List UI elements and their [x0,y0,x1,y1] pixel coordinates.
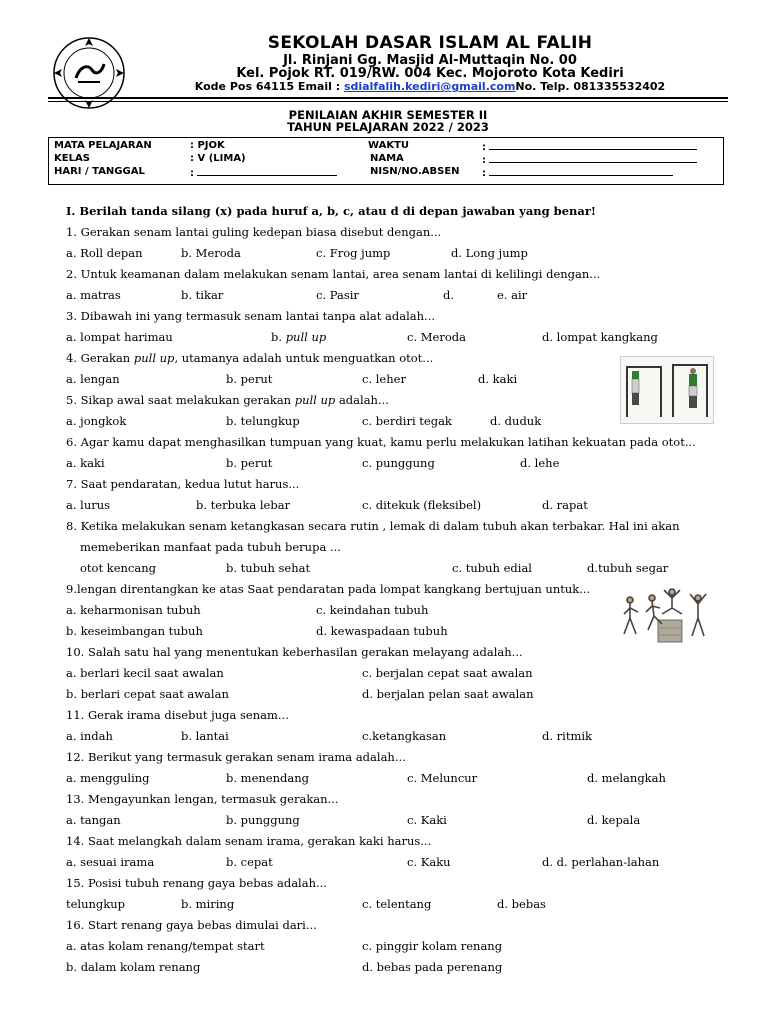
q8-option-a[interactable]: otot kencang [80,561,156,575]
q15-option-b[interactable]: b. miring [181,897,235,911]
q14-option-d[interactable]: d. d. perlahan-lahan [542,855,660,869]
question-13: 13. Mengayunkan lengan, termasuk gerakan... [66,792,339,806]
q9-option-c[interactable]: c. keindahan tubuh [316,603,429,617]
q4-option-c[interactable]: c. leher [362,372,406,386]
mapel-label: MATA PELAJARAN [54,140,152,151]
q14-option-a[interactable]: a. sesuai irama [66,855,155,869]
q11-option-a[interactable]: a. indah [66,729,113,743]
q10-option-d[interactable]: d. berjalan pelan saat awalan [362,687,534,701]
nisn-field[interactable]: : [482,166,673,179]
phone-text: No. Telp. 081335532402 [515,80,666,93]
q12-option-c[interactable]: c. Meluncur [407,771,478,785]
q4-option-d[interactable]: d. kaki [478,372,518,386]
q12-option-d[interactable]: d. melangkah [587,771,666,785]
q2-option-b[interactable]: b. tikar [181,288,224,302]
q2-option-d[interactable]: d. [443,288,455,302]
q5-option-b[interactable]: b. telungkup [226,414,300,428]
mapel-value: : PJOK [190,140,225,151]
kelas-label: KELAS [54,153,90,164]
q7-option-b[interactable]: b. terbuka lebar [196,498,291,512]
q15-option-c[interactable]: c. telentang [362,897,432,911]
q8-option-d[interactable]: d.tubuh segar [587,561,669,575]
q5-option-c[interactable]: c. berdiri tegak [362,414,452,428]
question-3: 3. Dibawah ini yang termasuk senam lantai tanpa alat adalah... [66,309,436,323]
q4-option-a[interactable]: a. lengan [66,372,120,386]
nama-field[interactable]: : [482,153,697,166]
q10-option-c[interactable]: c. berjalan cepat saat awalan [362,666,533,680]
vault-jump-illustration [618,584,714,646]
hari-label: HARI / TANGGAL [54,166,145,177]
address-line-3 [130,80,730,93]
question-10: 10. Salah satu hal yang menentukan keberhasilan gerakan melayang adalah... [66,645,523,659]
q9-option-d[interactable]: d. kewaspadaan tubuh [316,624,448,638]
exam-title: PENILAIAN AKHIR SEMESTER II [288,108,488,122]
email-link[interactable]: sdialfalih.kediri@gmail.com [343,80,516,93]
question-8-line-2: memeberikan manfaat pada tubuh berupa ... [80,540,341,554]
q13-option-b[interactable]: b. punggung [226,813,300,827]
address-line-2: Kel. Pojok RT. 019/RW. 004 Kec. Mojoroto Kota Kediri [236,66,624,81]
q13-option-a[interactable]: a. tangan [66,813,121,827]
q9-option-b[interactable]: b. keseimbangan tubuh [66,624,203,638]
q11-option-c[interactable]: c.ketangkasan [362,729,447,743]
question-9: 9.lengan direntangkan ke atas Saat pendaratan pada lompat kangkang bertujuan untuk... [66,582,591,596]
question-16: 16. Start renang gaya bebas dimulai dari... [66,918,317,932]
q7-option-a[interactable]: a. lurus [66,498,111,512]
waktu-field[interactable]: : [482,140,697,153]
q6-option-a[interactable]: a. kaki [66,456,105,470]
q12-option-b[interactable]: b. menendang [226,771,309,785]
q10-option-b[interactable]: b. berlari cepat saat awalan [66,687,229,701]
q5-option-d[interactable]: d. duduk [490,414,542,428]
q3-option-a[interactable]: a. lompat harimau [66,330,173,344]
q15-option-a[interactable]: telungkup [66,897,126,911]
q9-option-a[interactable]: a. keharmonisan tubuh [66,603,201,617]
q1-option-b[interactable]: b. Meroda [181,246,241,260]
nisn-label: NISN/NO.ABSEN [370,166,460,177]
q16-option-b[interactable]: b. dalam kolam renang [66,960,201,974]
q12-option-a[interactable]: a. mengguling [66,771,150,785]
question-4: 4. Gerakan pull up, utamanya adalah untuk menguatkan otot... [66,351,434,365]
question-6: 6. Agar kamu dapat menghasilkan tumpuan yang kuat, kamu perlu melakukan latihan kekuatan pada otot... [66,435,696,449]
q2-option-e[interactable]: e. air [497,288,528,302]
q11-option-d[interactable]: d. ritmik [542,729,593,743]
address-line-1: Jl. Rinjani Gg. Masjid Al-Muttaqin No. 00 [283,53,577,68]
q8-option-c[interactable]: c. tubuh edial [452,561,532,575]
q5-option-a[interactable]: a. jongkok [66,414,127,428]
q15-option-d[interactable]: d. bebas [497,897,546,911]
q11-option-b[interactable]: b. lantai [181,729,229,743]
question-12: 12. Berikut yang termasuk gerakan senam irama adalah... [66,750,406,764]
kelas-value: : V (LIMA) [190,153,246,164]
q4-option-b[interactable]: b. perut [226,372,273,386]
q1-option-d[interactable]: d. Long jump [451,246,528,260]
q2-option-c[interactable]: c. Pasir [316,288,359,302]
q16-option-c[interactable]: c. pinggir kolam renang [362,939,503,953]
question-15: 15. Posisi tubuh renang gaya bebas adalah... [66,876,327,890]
school-name: SEKOLAH DASAR ISLAM AL FALIH [267,33,593,53]
q7-option-c[interactable]: c. ditekuk (fleksibel) [362,498,482,512]
postcode-label: Kode Pos 64115 Email : [194,80,344,93]
question-5: 5. Sikap awal saat melakukan gerakan pull up adalah... [66,393,389,407]
question-1: 1. Gerakan senam lantai guling kedepan biasa disebut dengan... [66,225,442,239]
q8-option-b[interactable]: b. tubuh sehat [226,561,311,575]
waktu-label: WAKTU [368,140,410,151]
hari-field[interactable]: : [190,166,337,179]
q10-option-a[interactable]: a. berlari kecil saat awalan [66,666,224,680]
question-8: 8. Ketika melakukan senam ketangkasan secara rutin , lemak di dalam tubuh akan terbakar. Hal ini akan [66,519,680,533]
nama-label: NAMA [370,153,404,164]
q2-option-a[interactable]: a. matras [66,288,121,302]
q3-option-c[interactable]: c. Meroda [407,330,466,344]
exam-year: TAHUN PELAJARAN 2022 / 2023 [287,120,489,134]
q16-option-a[interactable]: a. atas kolam renang/tempat start [66,939,265,953]
question-2: 2. Untuk keamanan dalam melakukan senam lantai, area senam lantai di kelilingi dengan... [66,267,601,281]
q6-option-d[interactable]: d. lehe [520,456,560,470]
header-divider-thick [48,97,728,99]
q14-option-c[interactable]: c. Kaku [407,855,451,869]
q13-option-d[interactable]: d. kepala [587,813,641,827]
q13-option-c[interactable]: c. Kaki [407,813,447,827]
pull-up-illustration [620,356,714,424]
question-11: 11. Gerak irama disebut juga senam... [66,708,289,722]
q1-option-c[interactable]: c. Frog jump [316,246,391,260]
instruction: I. Berilah tanda silang (x) pada huruf a, b, c, atau d di depan jawaban yang benar! [66,204,596,218]
q6-option-c[interactable]: c. punggung [362,456,435,470]
header-divider-thin [48,101,728,102]
question-14: 14. Saat melangkah dalam senam irama, gerakan kaki harus... [66,834,432,848]
q6-option-b[interactable]: b. perut [226,456,273,470]
q3-option-b[interactable]: b. pull up [271,330,327,344]
q7-option-d[interactable]: d. rapat [542,498,588,512]
q1-option-a[interactable]: a. Roll depan [66,246,143,260]
q3-option-d[interactable]: d. lompat kangkang [542,330,658,344]
q14-option-b[interactable]: b. cepat [226,855,273,869]
question-7: 7. Saat pendaratan, kedua lutut harus... [66,477,300,491]
q16-option-d[interactable]: d. bebas pada perenang [362,960,503,974]
